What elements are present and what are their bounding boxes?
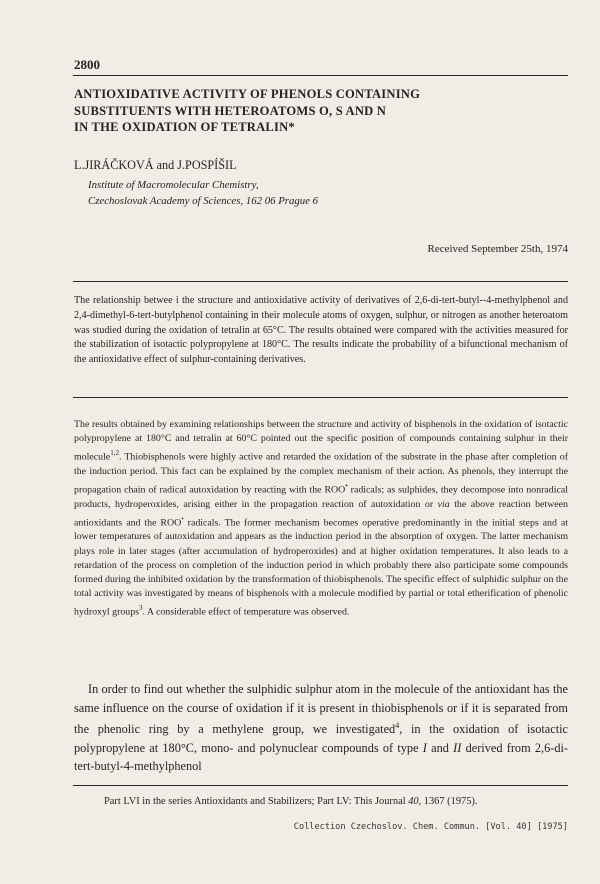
radical-dot: • bbox=[345, 482, 348, 491]
reference-superscript: 3 bbox=[139, 604, 143, 613]
compound-type-label: I bbox=[422, 740, 427, 755]
page-number: 2800 bbox=[74, 57, 100, 72]
affiliation bbox=[88, 178, 318, 209]
journal-citation: Collection Czechoslov. Chem. Commun. [Vol. 40] [1975] bbox=[293, 822, 568, 832]
intro-text: The results obtained by examining relationships between the structure and activity of bisphenols in the oxidation of isotactic polypropylene at 180°C and tetralin at 60°C pointed out the specific position of compounds containing sulphur in their molecule bbox=[74, 419, 568, 463]
affiliation-line: Czechoslovak Academy of Sciences, 162 06 Prague 6 bbox=[88, 194, 319, 207]
introduction-paragraph bbox=[74, 418, 568, 620]
intro-text: radicals; as sulphides, they decompose into nonradical products, hydroperoxides, arising either in the propagation reaction of autoxidation or bbox=[74, 484, 568, 510]
reference-superscript: 1,2 bbox=[110, 449, 119, 458]
reference-superscript: 4 bbox=[395, 721, 400, 731]
intro-text: . Thiobisphenols were highly active and retarded the oxidation of the substrate in the phase after completion of the induction period. This fact can be explained by the complex mechanism of their action. As phenols, they interrupt the propagation chain of radical autoxidation by reacting with the ROO bbox=[74, 451, 568, 496]
radical-dot: • bbox=[181, 514, 184, 523]
main-text: , in the oxidation of isotactic polypropylene at 180°C, mono- and polynuclear compounds of type bbox=[74, 722, 568, 755]
volume-italic: 40, bbox=[408, 796, 422, 807]
title-line: SUBSTITUENTS WITH HETEROATOMS O, S AND N bbox=[74, 103, 387, 118]
footnote-text: Part LVI in the series Antioxidants and Stabilizers; Part LV: This Journal bbox=[104, 796, 409, 807]
main-text: and bbox=[426, 740, 454, 755]
abstract-top-rule bbox=[73, 281, 568, 282]
abstract-bottom-rule bbox=[73, 397, 568, 398]
title-line: IN THE OXIDATION OF TETRALIN* bbox=[74, 120, 295, 134]
main-text: In order to find out whether the sulphidic sulphur atom in the molecule of the antioxidant has the same influence on the course of oxidation if it is present in thiobisphenols or if it is separated from the phenolic ring by a methylene group, we investigated bbox=[74, 682, 568, 737]
footnote-text: 1367 (1975). bbox=[421, 796, 478, 807]
main-paragraph bbox=[74, 680, 568, 776]
article-title bbox=[74, 86, 554, 136]
affiliation-line: Institute of Macromolecular Chemistry, bbox=[88, 179, 259, 191]
received-date: Received September 25th, 1974 bbox=[427, 243, 568, 255]
via-italic: via bbox=[437, 498, 450, 510]
intro-text: . A considerable effect of temperature was observed. bbox=[142, 606, 350, 618]
footnote bbox=[104, 796, 568, 807]
intro-text: the above reaction between antioxidants and the ROO bbox=[74, 498, 568, 529]
abstract: The relationship betwee i the structure and antioxidative activity of derivatives of 2,6-di-tert-butyl--4-methylphenol and 2,4-dimethyl-6-tert-butylphenol containing in their molecule atoms of oxygen, sulphur, or nitrogen as another heteroatom was studied during the oxidation of tetralin at 65°C. The results obtained were compared with the activities measured for the stabilization of isotactic polypropylene at 180°C. The results indicate the probability of a bifunctional mechanism of the antioxidative effect of sulphur-containing derivatives. bbox=[74, 295, 568, 366]
header-rule bbox=[73, 75, 568, 76]
main-text: derived from 2,6-di-tert-butyl-4-methylphenol bbox=[74, 740, 569, 774]
intro-text: radicals. The former mechanism becomes operative predominantly in the initial steps and at lower temperatures of autoxidation and appears as the induction period in the absorption of oxygen. The latter mechanism plays role in later stages (after accumulation of hydroperoxides) and at higher oxidation temperatures. It also leads to a retardation of the process on completion of the induction period in which probably there also participate some compounds formed during the inhibited oxidation by the transformation of thiobisphenols. The specific effect of sulphidic sulphur on the total activity was investigated by means of bisphenols with a molecule modified by partial or total etherification of phenolic hydroxyl groups bbox=[74, 517, 568, 618]
footnote-rule bbox=[73, 785, 568, 786]
authors: L.JIRÁČKOVÁ and J.POSPÍŠIL bbox=[74, 158, 237, 172]
compound-type-label: II bbox=[453, 740, 462, 755]
title-line: ANTIOXIDATIVE ACTIVITY OF PHENOLS CONTAINING bbox=[74, 87, 421, 101]
